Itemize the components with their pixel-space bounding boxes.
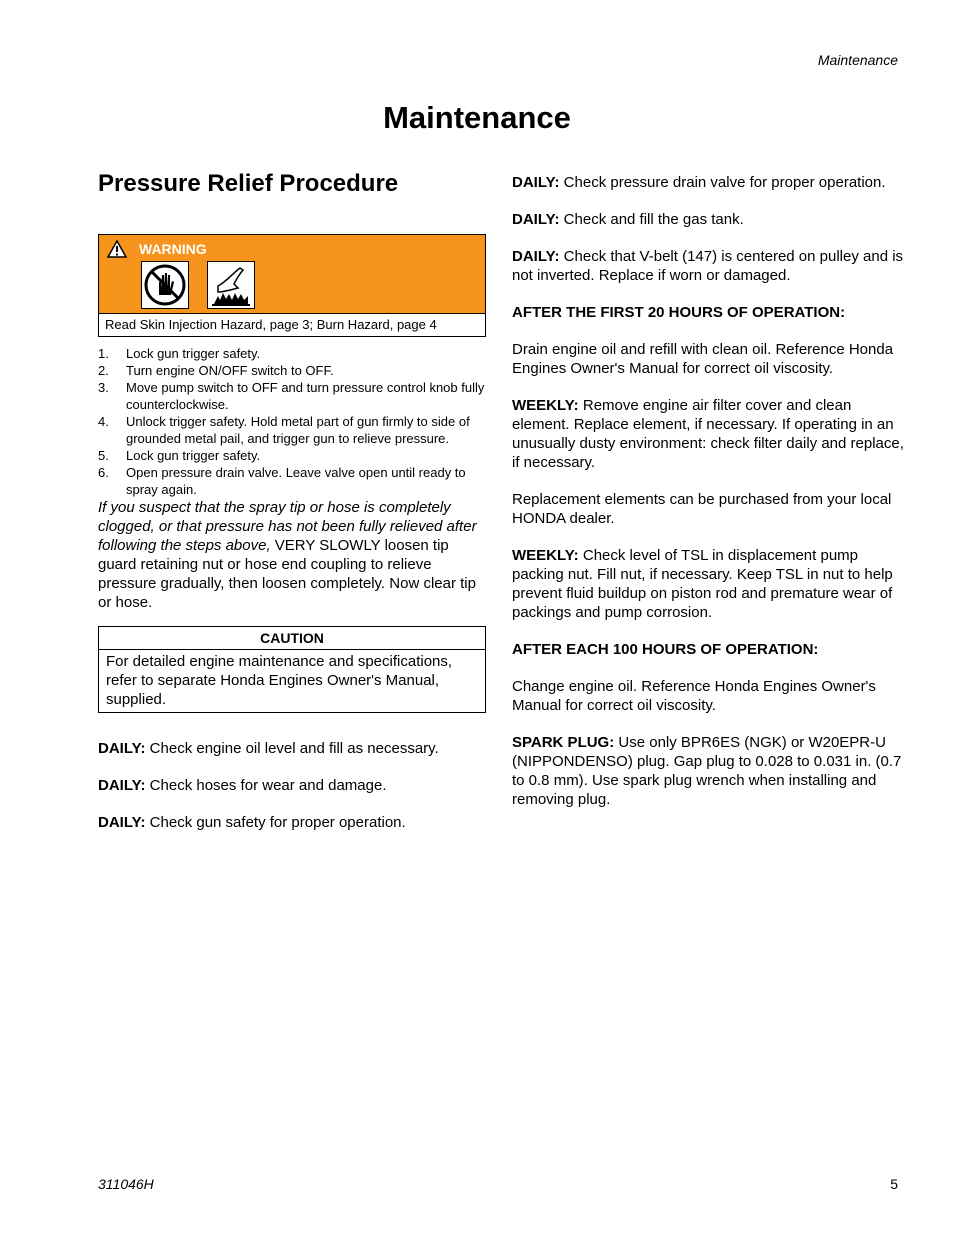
- item-label: DAILY:: [98, 740, 146, 757]
- left-column: [98, 170, 486, 850]
- item-text: Replacement elements can be purchased from your local HONDA dealer.: [512, 491, 892, 527]
- item-text: Check level of TSL in displacement pump packing nut. Fill nut, if necessary. Keep TSL in nut to help prevent fluid buildup on piston rod and premature wear of packings and pump corrosion.: [512, 547, 893, 621]
- step-number: 4.: [98, 414, 109, 429]
- item-label: AFTER EACH 100 HOURS OF OPERATION:: [512, 641, 819, 658]
- warning-banner: [99, 235, 485, 313]
- maintenance-item: [98, 813, 486, 832]
- list-item: [98, 379, 486, 413]
- item-label: AFTER THE FIRST 20 HOURS OF OPERATION:: [512, 304, 846, 321]
- step-text: Unlock trigger safety. Hold metal part of gun firmly to side of grounded metal pail, and trigger gun to relieve pressure.: [126, 414, 470, 446]
- item-text: Remove engine air filter cover and clean element. Replace element, if necessary. If operating in an unusually dusty environment: check filter daily and replace, if necessary.: [512, 397, 904, 471]
- list-item: [98, 362, 486, 379]
- maintenance-item: [98, 776, 486, 795]
- warning-label-text: WARNING: [139, 241, 207, 257]
- warning-label: [107, 239, 207, 259]
- maintenance-item: [512, 546, 904, 622]
- item-text: Check and fill the gas tank.: [559, 211, 744, 228]
- maintenance-item: [512, 733, 904, 809]
- list-item: [98, 345, 486, 362]
- warning-triangle-icon: [107, 240, 127, 258]
- maintenance-item: [512, 396, 904, 472]
- caution-text: For detailed engine maintenance and specifications, refer to separate Honda Engines Owner's Manual, supplied.: [106, 653, 453, 708]
- caution-title: CAUTION: [99, 627, 485, 650]
- running-head: Maintenance: [817, 52, 898, 68]
- maintenance-item: [512, 490, 904, 528]
- step-number: 1.: [98, 346, 109, 361]
- step-number: 3.: [98, 380, 109, 395]
- step-text: Turn engine ON/OFF switch to OFF.: [126, 363, 334, 378]
- maintenance-item: [512, 210, 904, 229]
- relief-note: [98, 498, 486, 612]
- item-label: WEEKLY:: [512, 547, 579, 564]
- doc-number: 311046H: [98, 1176, 154, 1192]
- item-text: Check engine oil level and fill as necessary.: [145, 740, 439, 757]
- maintenance-item: [512, 340, 904, 378]
- item-label: DAILY:: [512, 248, 560, 265]
- procedure-steps: [98, 345, 486, 498]
- section-title: Pressure Relief Procedure: [98, 170, 399, 197]
- item-label: DAILY:: [512, 174, 560, 191]
- item-label: SPARK PLUG:: [512, 734, 615, 751]
- item-text: Drain engine oil and refill with clean oil. Reference Honda Engines Owner's Manual for correct oil viscosity.: [512, 341, 894, 377]
- list-item: [98, 447, 486, 464]
- step-text: Move pump switch to OFF and turn pressure control knob fully counterclockwise.: [126, 380, 485, 412]
- step-number: 6.: [98, 465, 109, 480]
- step-number: 5.: [98, 448, 109, 463]
- item-text: Use only BPR6ES (NGK) or W20EPR-U (NIPPONDENSO) plug. Gap plug to 0.028 to 0.031 in. (0.7 to 0.8 mm). Use spark plug wrench when installing and removing plug.: [512, 734, 902, 808]
- item-text: Check gun safety for proper operation.: [145, 814, 406, 831]
- item-label: DAILY:: [98, 777, 146, 794]
- right-column: [512, 173, 904, 827]
- step-number: 2.: [98, 363, 109, 378]
- item-text: Check that V-belt (147) is centered on pulley and is not inverted. Replace if worn or damaged.: [512, 248, 904, 284]
- maintenance-heading: [512, 640, 904, 659]
- list-item: [98, 464, 486, 498]
- step-text: Open pressure drain valve. Leave valve open until ready to spray again.: [126, 465, 466, 497]
- maintenance-item: [512, 677, 904, 715]
- item-text: Check hoses for wear and damage.: [145, 777, 387, 794]
- relief-note-text: VERY SLOWLY loosen tip guard retaining nut or hose end coupling to relieve pressure gradually, then loosen completely. Now clear tip or hose.: [98, 537, 476, 611]
- maintenance-item: [98, 739, 486, 758]
- item-label: DAILY:: [98, 814, 146, 831]
- maintenance-item: [512, 247, 904, 285]
- item-text: Check pressure drain valve for proper operation.: [559, 174, 886, 191]
- caution-box: [98, 626, 486, 713]
- relief-note-italic: If you suspect that the spray tip or hose is completely clogged, or that pressure has not been fully relieved after following the steps above,: [98, 499, 477, 554]
- item-label: WEEKLY:: [512, 397, 579, 414]
- item-text: Change engine oil. Reference Honda Engines Owner's Manual for correct oil viscosity.: [512, 678, 876, 714]
- burn-hazard-icon: [207, 261, 255, 309]
- step-text: Lock gun trigger safety.: [126, 448, 261, 463]
- warning-box: [98, 234, 486, 337]
- page-title: Maintenance: [383, 100, 571, 135]
- item-label: DAILY:: [512, 211, 560, 228]
- maintenance-heading: [512, 303, 904, 322]
- maintenance-item: [512, 173, 904, 192]
- step-text: Lock gun trigger safety.: [126, 346, 261, 361]
- page-number: 5: [890, 1176, 898, 1192]
- list-item: [98, 413, 486, 447]
- warning-text: Read Skin Injection Hazard, page 3; Burn Hazard, page 4: [99, 313, 485, 336]
- no-hand-injection-icon: [141, 261, 189, 309]
